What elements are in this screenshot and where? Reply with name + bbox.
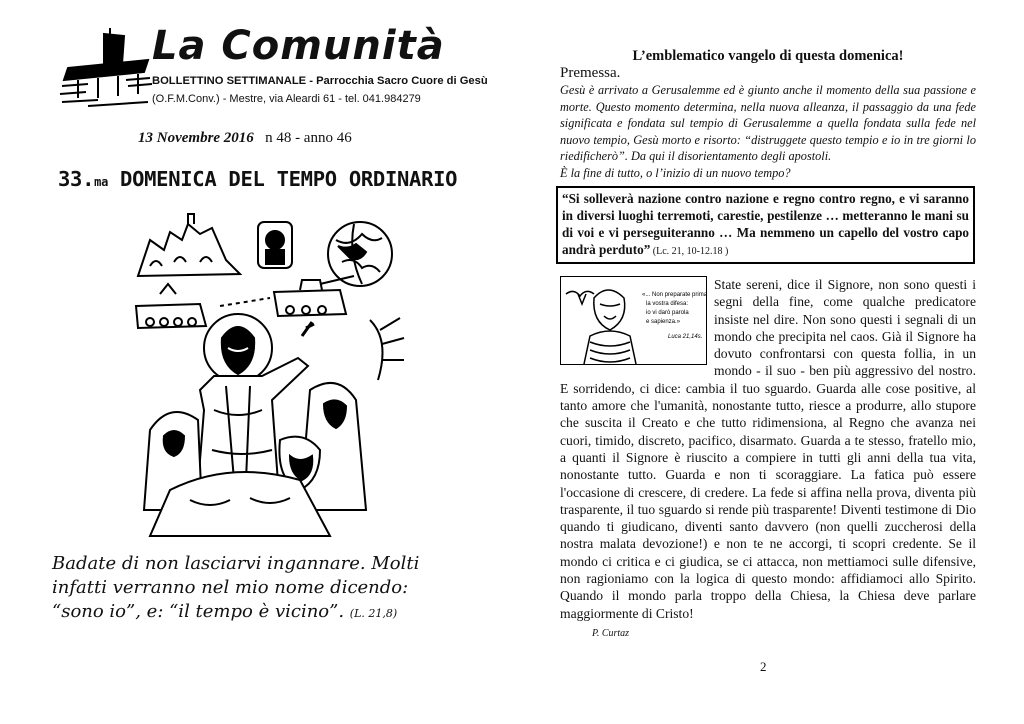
quote-reference: (L. 21,8) [349,607,398,620]
article-title: L’emblematico vangelo di questa domenica! [632,48,904,64]
issue-date: 13 Novembre 2016 [138,130,254,146]
mini-caption-line-1: «... Non preparate prima [642,292,708,298]
page-number: 2 [760,659,767,674]
gospel-illustration [130,210,420,540]
sunday-heading [58,165,457,196]
article-body [560,276,976,622]
church-logo-icon [58,24,154,110]
sunday-number: 33. [58,167,95,191]
gospel-quote-box [556,186,975,264]
issue-number: n 48 - anno 46 [265,130,352,146]
box-quote-reference: (Lc. 21, 10-12.18 ) [650,246,729,257]
right-page [512,0,1024,724]
premessa-heading: Premessa. [560,65,621,81]
sunday-ordinal: ma [94,175,108,189]
mini-caption-ref: Luca 21,14s. [668,334,703,340]
masthead-subtitle: BOLLETTINO SETTIMANALE - Parrocchia Sacro Cuore di Gesù [152,75,488,87]
masthead-title: La Comunità [152,23,445,69]
intro-text: Gesù è arrivato a Gerusalemme ed è giunto anche il momento della sua passione e morte. Questo momento determina, nella nuova alleanza, il passaggio da una fede significata e fondata sul tempio di Gerusalemme a quella fondata sulla fede nel nuovo tempio, Gesù morto e risorto: “distruggete questo tempio e io in tre giorni lo riedificherò”. Da qui il disorientamento degli apostoli. [560,83,976,163]
body-text: State sereni, dice il Signore, non sono questi i segni della fine, come qualche predicatore insiste nel dire. Non sono questi i segnali di un mondo che precipita nel caos. Già il Signore ha dovuto confrontarsi con questa follia, in un mondo - il suo - ben più aggressivo del nostro. E sorridendo, ci dice: cambia il tuo sguardo. Guarda alle cose positive, al tanto amore che l'umanità, nonostante tutto, riesce a produrre, allo stupore che suscita il Creato e che tutto ridimensiona, al Regno che avanza nei cuori, timido, discreto, pacifico, disarmato. Guarda a te stesso, fratello mio, a quanti il Signore è riuscito a compiere in tutti gli anni della tua vita, nonostante tutto. Guarda e non ti scoraggiare. La fatica può essere l'occasione di crescere, di credere. La fede si affina nella prova, diventa più trasparente, il tuo sguardo si rende più trasparente! Diventi testimone di Dio quando ti giudicano, diventi santo davvero (non quelli zuccherosi della nostra malata devozione!) e non te ne accorgi, ti scopri credente. Se il mondo ci critica e ci giudica, se ci attacca, non mettiamoci sulle difensive, non ragioniamo con la logica di questo mondo: affidiamoci allo Spirito. Quando il mondo parla troppo della Chiesa, la Chiesa deve parlare maggiormente di Cristo! [560,277,976,621]
box-quote-text: “Si solleverà nazione contro nazione e regno contro regno, e vi saranno in diversi luoghi terremoti, carestie, pestilenze … metteranno le mani su di voi e vi perseguiteranno … Ma nemmeno un capello del vostro capo andrà perduto” [562,191,969,257]
scripture-quote [52,552,452,626]
author-signature: P. Curtaz [592,628,630,639]
intro-paragraph [560,82,976,181]
masthead-address: (O.F.M.Conv.) - Mestre, via Aleardi 61 - tel. 041.984279 [152,93,421,105]
mini-caption-line-2: la vostra difesa: [646,301,689,307]
mini-caption-line-4: e sapienza.» [646,319,681,325]
quote-text: Badate di non lasciarvi ingannare. Molti infatti verranno nel mio nome dicendo: “sono io”, e: “il tempo è vicino”. [52,553,420,622]
sunday-name: DOMENICA DEL TEMPO ORDINARIO [120,167,458,191]
intro-question: È la fine di tutto, o l’inizio di un nuovo tempo? [560,165,791,180]
dateline [138,128,352,148]
mini-caption-line-3: io vi darò parola [646,310,689,316]
mini-illustration [560,276,710,377]
